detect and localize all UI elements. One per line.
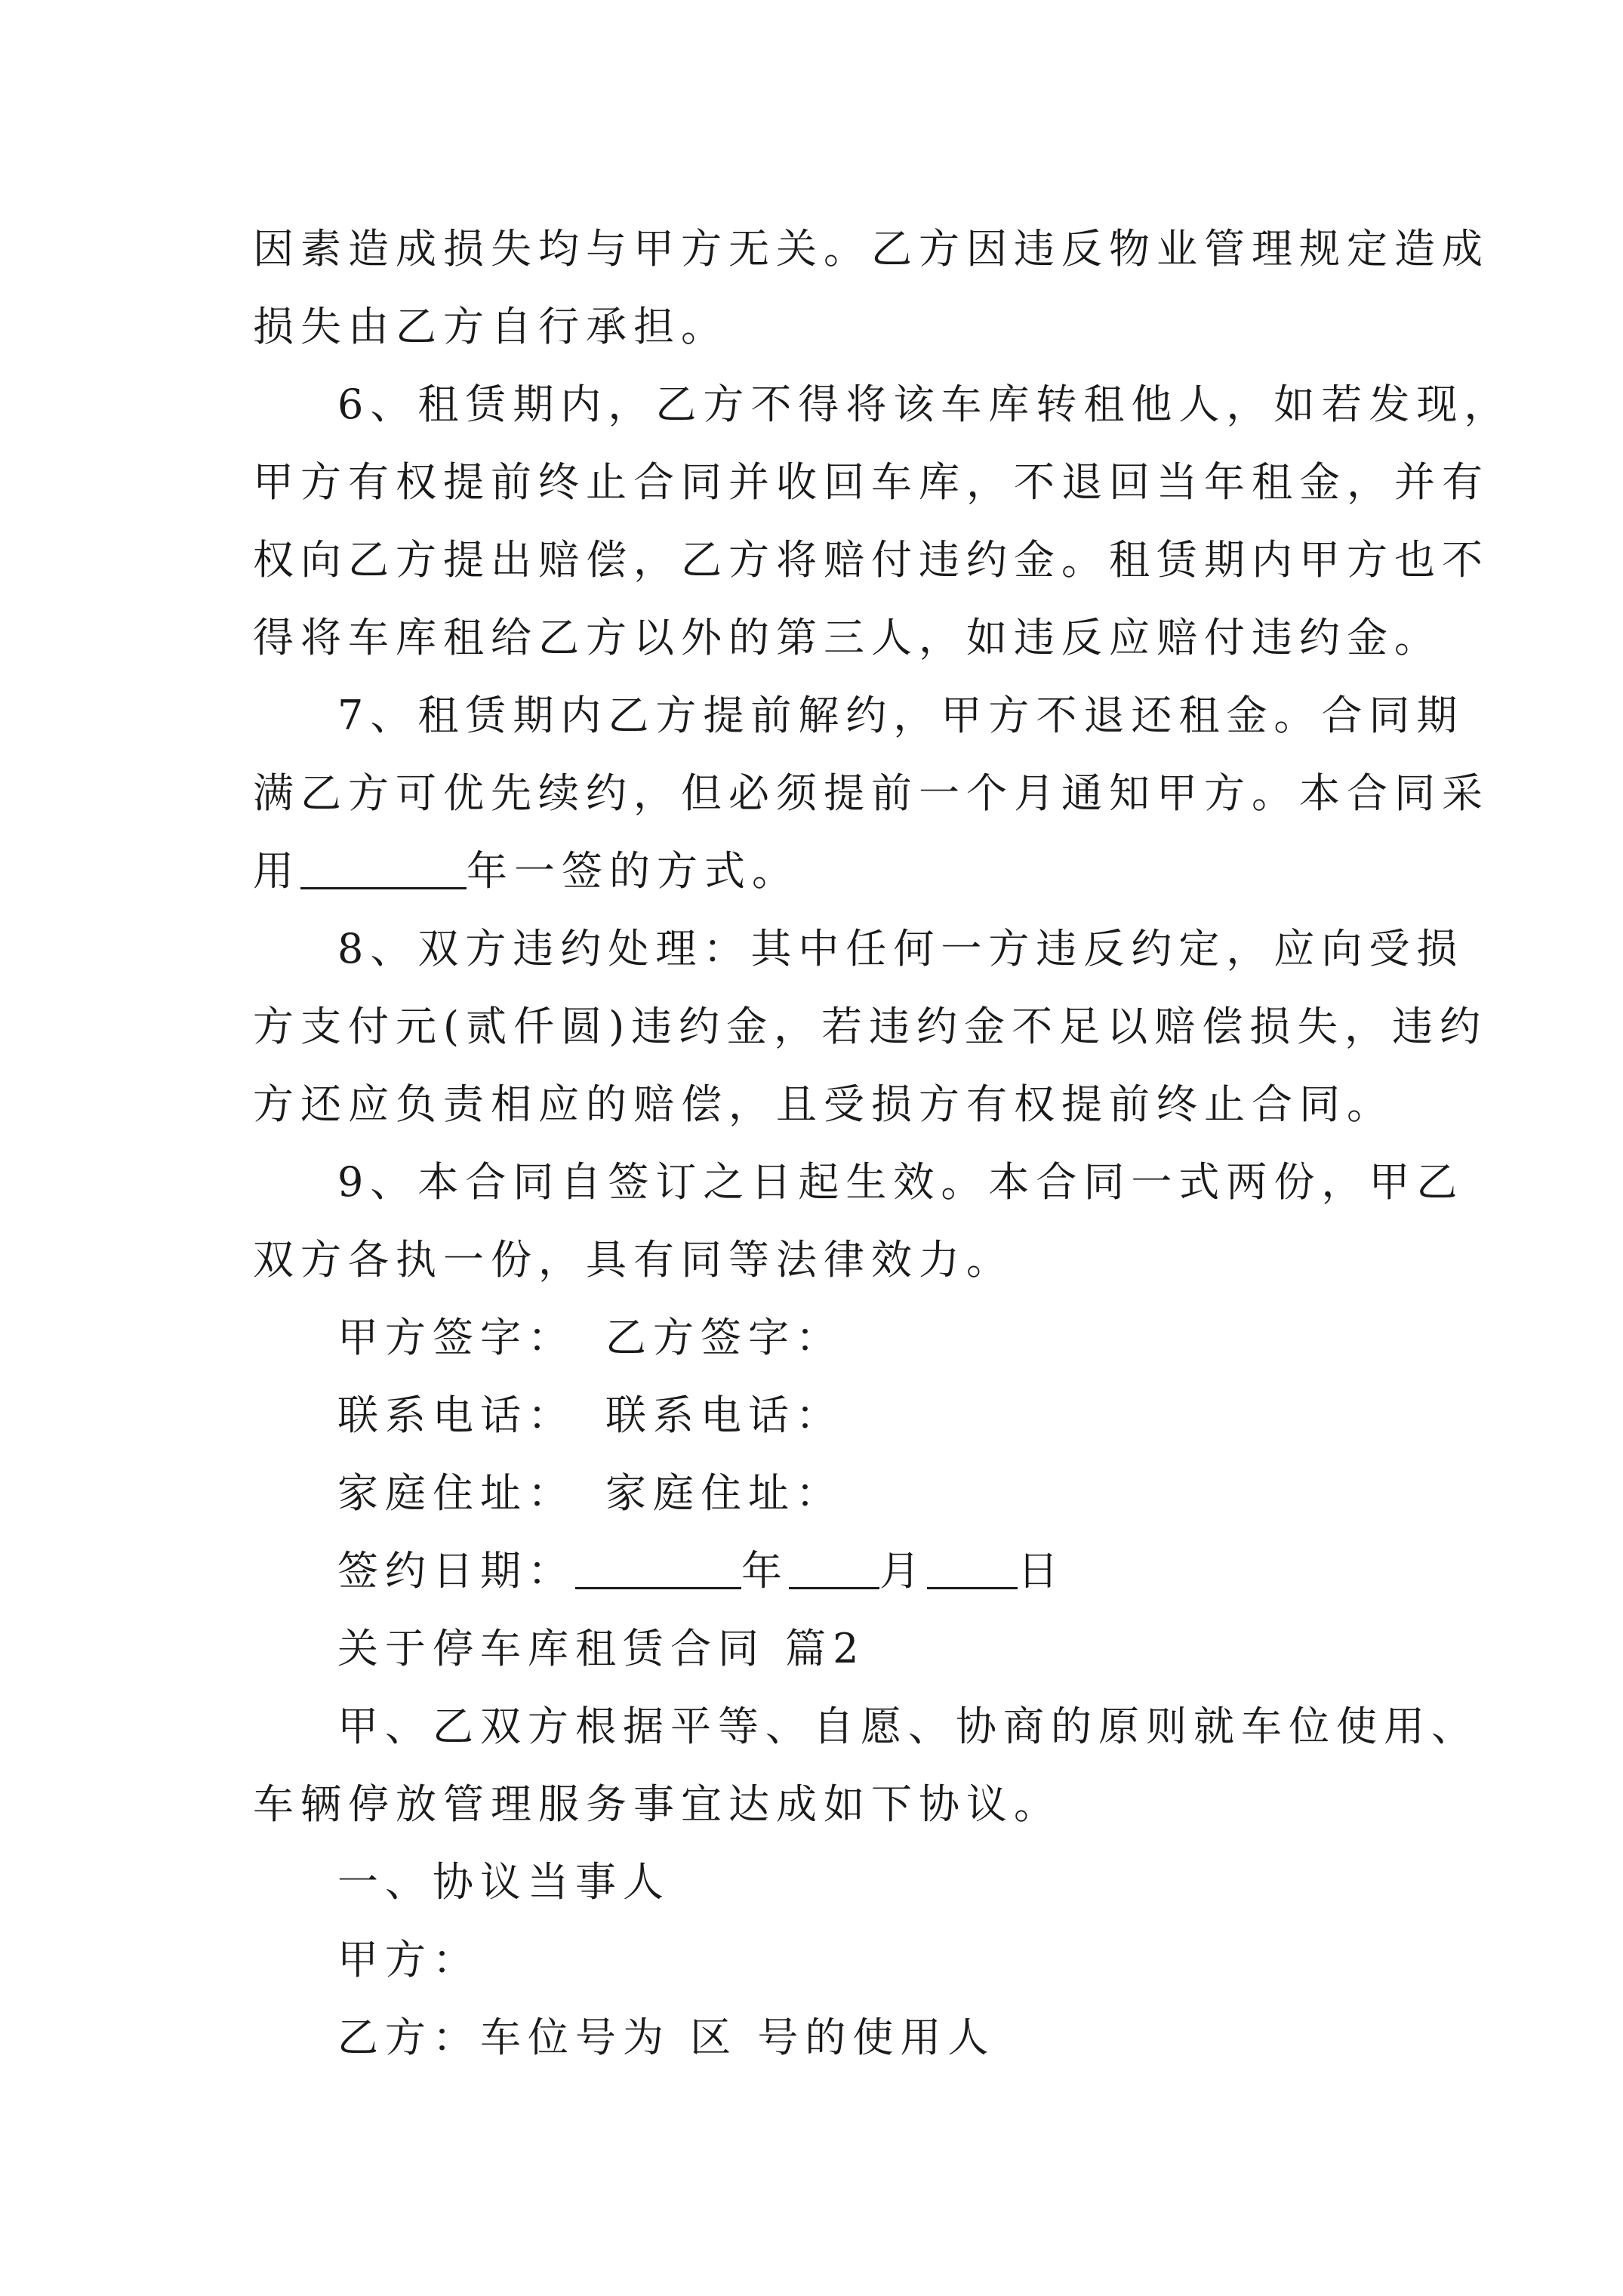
month-blank [789,1546,879,1589]
address-row [253,1454,1400,1532]
year-label: 年 [741,1547,789,1595]
text-line: 因素造成损失均与甲方无关。乙方因违反物业管理规定造成 [253,225,1489,273]
text-line: 甲方有权提前终止合同并收回车库，不退回当年租金，并有 [253,458,1489,506]
text-line: 7、租赁期内乙方提前解约，甲方不退还租金。合同期 [337,692,1464,739]
signature-block [253,1299,1400,1610]
party-b-address-label: 家庭住址： [605,1469,843,1517]
clause-9 [253,1143,1464,1299]
clause-7 [253,676,1489,910]
text-fragment: 用 [253,847,300,895]
section-title: 关于停车库租赁合同 篇2 [337,1625,866,1672]
text-line: 9、本合同自签订之日起生效。本合同一式两份，甲乙 [337,1158,1464,1206]
signature-row [253,1299,1400,1376]
month-label: 月 [879,1547,927,1595]
party-a-sign-label: 甲方签字： [337,1314,575,1361]
party-b-sign-label: 乙方签字： [605,1314,843,1361]
clause-6 [253,365,1512,676]
text-line: 权向乙方提出赔偿，乙方将赔付违约金。租赁期内甲方也不 [253,536,1489,584]
fill-blank [300,846,467,889]
text-line: 满乙方可优先续约，但必须提前一个月通知甲方。本合同采 [253,769,1489,817]
party-a-address-label: 家庭住址： [337,1469,575,1517]
paragraph-continuation [253,210,1489,365]
date-label: 签约日期： [337,1547,575,1595]
text-line: 得将车库租给乙方以外的第三人，如违反应赔付违约金。 [253,614,1442,661]
date-row [253,1532,1400,1610]
text-line: 方支付元(贰仟圆)违约金，若违约金不足以赔偿损失，违约 [253,1003,1488,1050]
party-a-phone-label: 联系电话： [337,1391,575,1439]
text-fragment: 年一签的方式。 [467,847,799,895]
day-label: 日 [1018,1547,1065,1595]
text-line: 8、双方违约处理：其中任何一方违反约定，应向受损 [337,925,1464,972]
day-blank [927,1546,1018,1589]
section-2 [253,1610,1479,2076]
party-a-line: 甲方： [337,1936,480,1983]
text-line: 车辆停放管理服务事宜达成如下协议。 [253,1780,1061,1828]
party-b-line: 乙方：车位号为 区 号的使用人 [337,2014,996,2061]
clause-8 [253,910,1488,1143]
party-b-phone-label: 联系电话： [605,1391,843,1439]
text-line: 双方各执一份，具有同等法律效力。 [253,1236,1014,1284]
year-blank [575,1546,741,1589]
text-line [253,832,1400,910]
text-line: 6、租赁期内，乙方不得将该车库转租他人，如若发现， [337,381,1512,428]
phone-row [253,1376,1400,1454]
text-line: 甲、乙双方根据平等、自愿、协商的原则就车位使用、 [337,1703,1479,1750]
text-line: 损失由乙方自行承担。 [253,303,728,350]
text-line: 方还应负责相应的赔偿，且受损方有权提前终止合同。 [253,1080,1394,1128]
section-heading: 一、协议当事人 [337,1858,670,1906]
